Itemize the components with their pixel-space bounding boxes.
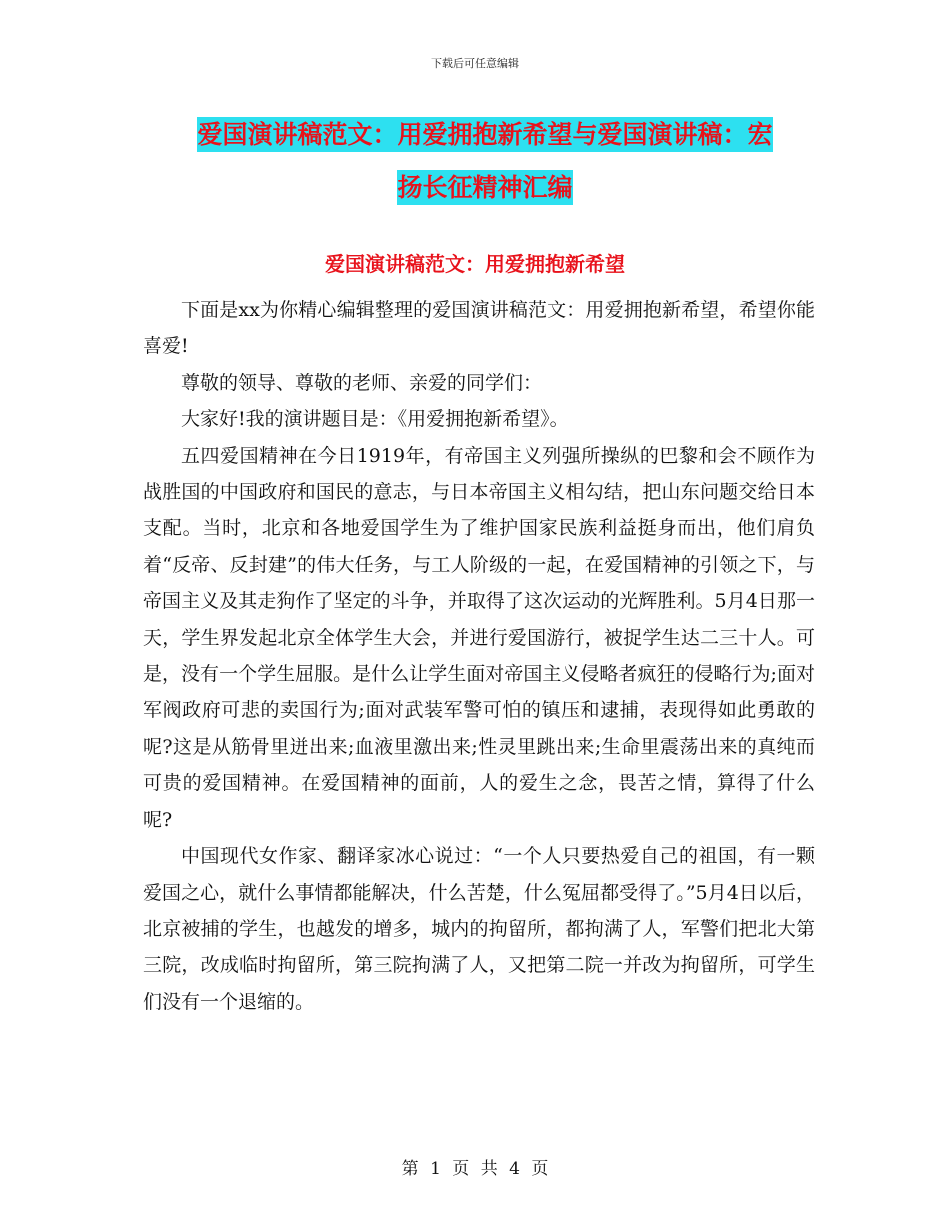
section-title: 爱国演讲稿范文：用爱拥抱新希望	[325, 252, 625, 276]
document-title-line-1: 爱国演讲稿范文：用爱拥抱新希望与爱国演讲稿：宏	[197, 117, 772, 152]
page-header-note: 下载后可任意编辑	[431, 57, 519, 70]
paragraph-topic: 大家好!我的演讲题目是：《用爱拥抱新希望》。	[181, 408, 569, 431]
paragraph-intro: 下面是xx为你精心编辑整理的爱国演讲稿范文：用爱拥抱新希望，希望你能喜爱!	[143, 299, 815, 358]
document-title	[140, 108, 830, 214]
paragraph-greeting: 尊敬的领导、尊敬的老师、亲爱的同学们：	[181, 371, 543, 394]
document-title-line-2: 扬长征精神汇编	[397, 170, 572, 205]
paragraph-bingxin-quote: 中国现代女作家、翻译家冰心说过：“一个人只要热爱自己的祖国，有一颗爱国之心，就什么事情都能解决，什么苦楚，什么冤屈都受得了。”5月4日以后，北京被捕的学生，也越发的增多，城内的拘留所，都拘满了人，军警们把北大第三院，改成临时拘留所，第三院拘满了人，又把第二院一并改为拘留所，可学生们没有一个退缩的。	[143, 845, 815, 1013]
page-number: 第 1 页 共 4 页	[401, 1159, 549, 1179]
paragraph-may-fourth: 五四爱国精神在今日1919年，有帝国主义列强所操纵的巴黎和会不顾作为战胜国的中国政府和国民的意志，与日本帝国主义相勾结，把山东问题交给日本支配。当时，北京和各地爱国学生为了维护国家民族利益挺身而出，他们肩负着“反帝、反封建”的伟大任务，与工人阶级的一起，在爱国精神的引领之下，与帝国主义及其走狗作了坚定的斗争，并取得了这次运动的光辉胜利。5月4日那一天，学生界发起北京全体学生大会，并进行爱国游行，被捉学生达二三十人。可是，没有一个学生屈服。是什么让学生面对帝国主义侵略者疯狂的侵略行为;面对军阀政府可悲的卖国行为;面对武装军警可怕的镇压和逮捕，表现得如此勇敢的呢?这是从筋骨里迸出来;血液里激出来;性灵里跳出来;生命里震荡出来的真纯而可贵的爱国精神。在爱国精神的面前，人的爱生之念，畏苦之情，算得了什么呢?	[143, 444, 815, 831]
document-body	[143, 292, 815, 1020]
